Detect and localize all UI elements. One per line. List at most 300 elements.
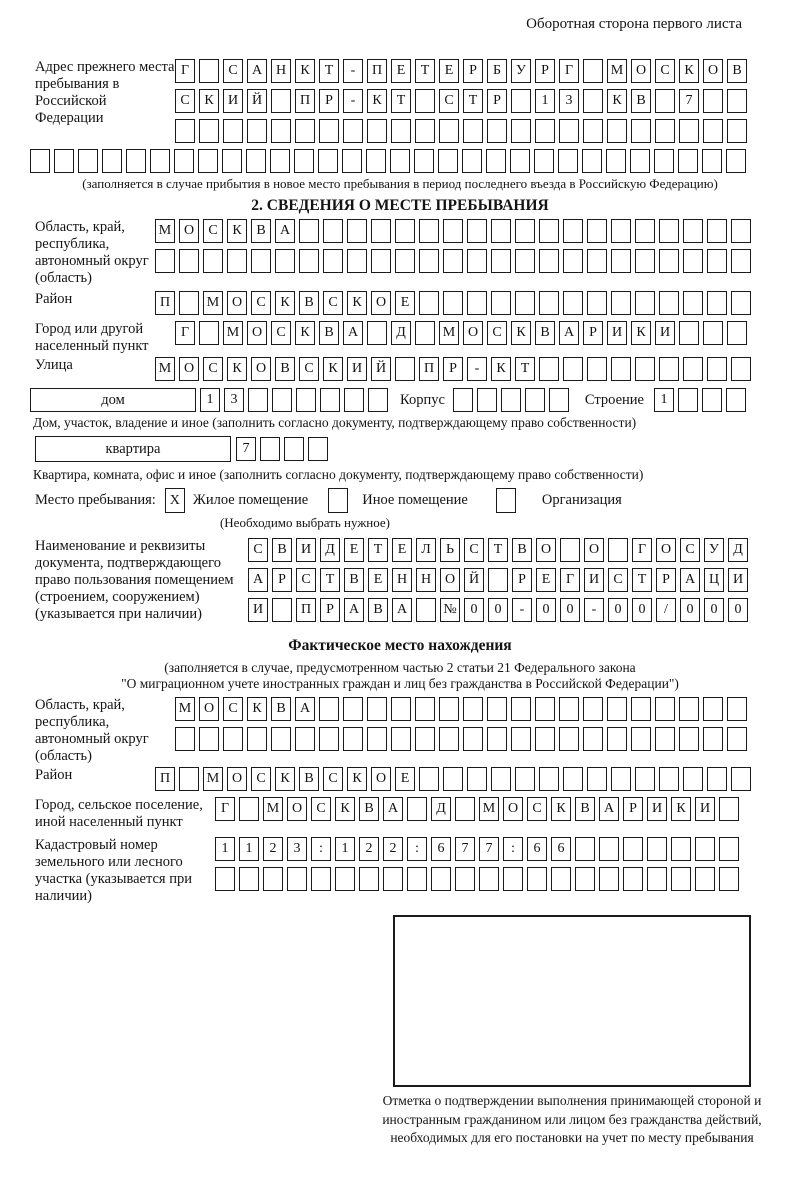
char-cell-empty[interactable] xyxy=(155,249,175,273)
char-cell-empty[interactable] xyxy=(416,598,436,622)
char-cell-filled[interactable]: 2 xyxy=(263,837,283,861)
char-cell-filled[interactable]: С xyxy=(223,59,243,83)
char-cell-filled[interactable]: 6 xyxy=(431,837,451,861)
char-cell-filled[interactable]: У xyxy=(704,538,724,562)
char-cell-filled[interactable]: Р xyxy=(443,357,463,381)
char-cell-filled[interactable]: Н xyxy=(271,59,291,83)
char-cell-empty[interactable] xyxy=(539,767,559,791)
char-cell-empty[interactable] xyxy=(563,767,583,791)
char-cell-filled[interactable]: О xyxy=(536,538,556,562)
char-cell-empty[interactable] xyxy=(443,249,463,273)
char-cell-filled[interactable]: М xyxy=(155,357,175,381)
char-cell-empty[interactable] xyxy=(563,357,583,381)
char-cell-empty[interactable] xyxy=(260,437,280,461)
char-cell-filled[interactable]: В xyxy=(299,767,319,791)
char-cell-empty[interactable] xyxy=(559,697,579,721)
char-cell-empty[interactable] xyxy=(607,697,627,721)
char-cell-filled[interactable]: К xyxy=(511,321,531,345)
char-cell-filled[interactable]: Й xyxy=(247,89,267,113)
char-cell-filled[interactable]: 7 xyxy=(455,837,475,861)
char-cell-filled[interactable]: 7 xyxy=(236,437,256,461)
char-cell-filled[interactable]: К xyxy=(367,89,387,113)
char-cell-empty[interactable] xyxy=(323,219,343,243)
char-cell-empty[interactable] xyxy=(414,149,434,173)
char-cell-filled[interactable]: В xyxy=(512,538,532,562)
char-cell-empty[interactable] xyxy=(199,119,219,143)
char-cell-filled[interactable]: В xyxy=(368,598,388,622)
char-cell-filled[interactable]: У xyxy=(511,59,531,83)
char-cell-filled[interactable]: Е xyxy=(395,767,415,791)
char-cell-empty[interactable] xyxy=(511,727,531,751)
char-cell-filled[interactable]: Б xyxy=(487,59,507,83)
char-cell-empty[interactable] xyxy=(683,249,703,273)
char-cell-filled[interactable]: Е xyxy=(344,538,364,562)
char-cell-empty[interactable] xyxy=(707,291,727,315)
char-cell-empty[interactable] xyxy=(270,149,290,173)
char-cell-empty[interactable] xyxy=(431,867,451,891)
char-cell-empty[interactable] xyxy=(707,357,727,381)
char-cell-empty[interactable] xyxy=(659,249,679,273)
char-cell-filled[interactable]: 3 xyxy=(224,388,244,412)
char-cell-empty[interactable] xyxy=(415,697,435,721)
char-cell-empty[interactable] xyxy=(683,357,703,381)
char-cell-filled[interactable]: П xyxy=(296,598,316,622)
char-cell-filled[interactable]: М xyxy=(607,59,627,83)
char-cell-filled[interactable]: А xyxy=(295,697,315,721)
char-cell-empty[interactable] xyxy=(248,388,268,412)
char-cell-empty[interactable] xyxy=(199,727,219,751)
char-cell-empty[interactable] xyxy=(683,767,703,791)
char-cell-empty[interactable] xyxy=(179,767,199,791)
char-cell-filled[interactable]: : xyxy=(503,837,523,861)
char-cell-filled[interactable]: К xyxy=(347,291,367,315)
char-cell-filled[interactable]: О xyxy=(371,767,391,791)
char-cell-filled[interactable]: М xyxy=(263,797,283,821)
char-cell-filled[interactable]: К xyxy=(275,767,295,791)
char-cell-filled[interactable]: А xyxy=(247,59,267,83)
char-cell-filled[interactable]: В xyxy=(727,59,747,83)
char-cell-empty[interactable] xyxy=(319,697,339,721)
char-cell-empty[interactable] xyxy=(284,437,304,461)
char-cell-filled[interactable]: 0 xyxy=(464,598,484,622)
char-cell-filled[interactable]: К xyxy=(551,797,571,821)
char-cell-empty[interactable] xyxy=(319,727,339,751)
char-cell-filled[interactable]: О xyxy=(251,357,271,381)
char-cell-filled[interactable]: 0 xyxy=(704,598,724,622)
char-cell-filled[interactable]: А xyxy=(599,797,619,821)
char-cell-empty[interactable] xyxy=(199,321,219,345)
char-cell-filled[interactable]: С xyxy=(248,538,268,562)
char-cell-empty[interactable] xyxy=(54,149,74,173)
char-cell-empty[interactable] xyxy=(515,219,535,243)
char-cell-empty[interactable] xyxy=(731,249,751,273)
char-cell-filled[interactable]: Ь xyxy=(440,538,460,562)
char-cell-empty[interactable] xyxy=(525,388,545,412)
char-cell-filled[interactable]: В xyxy=(272,538,292,562)
char-cell-empty[interactable] xyxy=(515,291,535,315)
char-cell-filled[interactable]: О xyxy=(247,321,267,345)
char-cell-filled[interactable]: С xyxy=(271,321,291,345)
char-cell-filled[interactable]: Д xyxy=(320,538,340,562)
char-cell-filled[interactable]: А xyxy=(343,321,363,345)
char-cell-empty[interactable] xyxy=(563,219,583,243)
char-cell-empty[interactable] xyxy=(683,291,703,315)
char-cell-filled[interactable]: 1 xyxy=(335,837,355,861)
char-cell-filled[interactable]: И xyxy=(347,357,367,381)
char-cell-empty[interactable] xyxy=(487,119,507,143)
char-cell-empty[interactable] xyxy=(727,697,747,721)
char-cell-empty[interactable] xyxy=(583,89,603,113)
char-cell-empty[interactable] xyxy=(659,219,679,243)
char-cell-filled[interactable]: И xyxy=(296,538,316,562)
char-cell-empty[interactable] xyxy=(227,249,247,273)
char-cell-empty[interactable] xyxy=(366,149,386,173)
char-cell-empty[interactable] xyxy=(535,727,555,751)
char-cell-empty[interactable] xyxy=(587,291,607,315)
char-cell-empty[interactable] xyxy=(175,727,195,751)
char-cell-empty[interactable] xyxy=(198,149,218,173)
char-cell-empty[interactable] xyxy=(443,291,463,315)
char-cell-filled[interactable]: П xyxy=(155,767,175,791)
char-cell-empty[interactable] xyxy=(539,219,559,243)
char-cell-filled[interactable]: В xyxy=(359,797,379,821)
char-cell-filled[interactable]: Д xyxy=(728,538,748,562)
char-cell-empty[interactable] xyxy=(296,388,316,412)
char-cell-empty[interactable] xyxy=(679,697,699,721)
char-cell-filled[interactable]: С xyxy=(251,767,271,791)
char-cell-empty[interactable] xyxy=(439,727,459,751)
char-cell-empty[interactable] xyxy=(534,149,554,173)
char-cell-empty[interactable] xyxy=(78,149,98,173)
char-cell-empty[interactable] xyxy=(707,767,727,791)
char-cell-empty[interactable] xyxy=(611,291,631,315)
char-cell-empty[interactable] xyxy=(318,149,338,173)
char-cell-empty[interactable] xyxy=(175,119,195,143)
char-cell-empty[interactable] xyxy=(719,837,739,861)
char-cell-filled[interactable]: Е xyxy=(392,538,412,562)
char-cell-filled[interactable]: 7 xyxy=(479,837,499,861)
char-cell-filled[interactable]: М xyxy=(439,321,459,345)
char-cell-empty[interactable] xyxy=(727,119,747,143)
char-cell-empty[interactable] xyxy=(371,219,391,243)
char-cell-empty[interactable] xyxy=(488,568,508,592)
char-cell-filled[interactable]: К xyxy=(199,89,219,113)
char-cell-empty[interactable] xyxy=(150,149,170,173)
char-cell-empty[interactable] xyxy=(630,149,650,173)
char-cell-empty[interactable] xyxy=(335,867,355,891)
char-cell-filled[interactable]: Е xyxy=(391,59,411,83)
char-cell-empty[interactable] xyxy=(395,219,415,243)
char-cell-empty[interactable] xyxy=(702,149,722,173)
char-cell-empty[interactable] xyxy=(467,291,487,315)
char-cell-empty[interactable] xyxy=(727,321,747,345)
char-cell-filled[interactable]: Р xyxy=(656,568,676,592)
char-cell-empty[interactable] xyxy=(299,219,319,243)
char-cell-filled[interactable]: О xyxy=(703,59,723,83)
char-cell-empty[interactable] xyxy=(707,219,727,243)
char-cell-empty[interactable] xyxy=(179,291,199,315)
char-cell-empty[interactable] xyxy=(419,219,439,243)
char-cell-empty[interactable] xyxy=(223,727,243,751)
char-cell-empty[interactable] xyxy=(583,119,603,143)
char-cell-empty[interactable] xyxy=(563,249,583,273)
char-cell-filled[interactable]: О xyxy=(287,797,307,821)
char-cell-empty[interactable] xyxy=(295,119,315,143)
char-cell-filled[interactable]: К xyxy=(679,59,699,83)
char-cell-filled[interactable]: С xyxy=(175,89,195,113)
char-cell-filled[interactable]: О xyxy=(227,767,247,791)
char-cell-empty[interactable] xyxy=(575,837,595,861)
char-cell-empty[interactable] xyxy=(271,89,291,113)
char-cell-filled[interactable]: Г xyxy=(559,59,579,83)
char-cell-empty[interactable] xyxy=(455,867,475,891)
char-cell-filled[interactable]: 1 xyxy=(654,388,674,412)
char-cell-empty[interactable] xyxy=(703,89,723,113)
char-cell-filled[interactable]: Г xyxy=(215,797,235,821)
char-cell-empty[interactable] xyxy=(635,357,655,381)
char-cell-empty[interactable] xyxy=(631,697,651,721)
char-cell-empty[interactable] xyxy=(511,89,531,113)
char-cell-empty[interactable] xyxy=(535,119,555,143)
char-cell-filled[interactable]: 3 xyxy=(559,89,579,113)
char-cell-filled[interactable]: С xyxy=(680,538,700,562)
char-cell-empty[interactable] xyxy=(486,149,506,173)
checkbox-residential[interactable]: X xyxy=(165,488,185,513)
char-cell-filled[interactable]: И xyxy=(584,568,604,592)
char-cell-filled[interactable]: М xyxy=(203,291,223,315)
char-cell-filled[interactable]: Т xyxy=(368,538,388,562)
char-cell-empty[interactable] xyxy=(463,697,483,721)
char-cell-empty[interactable] xyxy=(631,119,651,143)
char-cell-filled[interactable]: К xyxy=(607,89,627,113)
char-cell-empty[interactable] xyxy=(703,321,723,345)
char-cell-empty[interactable] xyxy=(587,249,607,273)
char-cell-filled[interactable]: К xyxy=(335,797,355,821)
char-cell-empty[interactable] xyxy=(463,119,483,143)
char-cell-filled[interactable]: О xyxy=(584,538,604,562)
char-cell-filled[interactable]: С xyxy=(487,321,507,345)
char-cell-empty[interactable] xyxy=(179,249,199,273)
char-cell-empty[interactable] xyxy=(287,867,307,891)
char-cell-filled[interactable]: М xyxy=(175,697,195,721)
char-cell-empty[interactable] xyxy=(275,249,295,273)
char-cell-filled[interactable]: Л xyxy=(416,538,436,562)
char-cell-filled[interactable]: К xyxy=(247,697,267,721)
char-cell-empty[interactable] xyxy=(611,357,631,381)
char-cell-filled[interactable]: Р xyxy=(487,89,507,113)
char-cell-empty[interactable] xyxy=(654,149,674,173)
char-cell-filled[interactable]: С xyxy=(203,357,223,381)
char-cell-filled[interactable]: А xyxy=(275,219,295,243)
char-cell-filled[interactable]: Д xyxy=(391,321,411,345)
char-cell-empty[interactable] xyxy=(391,697,411,721)
char-cell-filled[interactable]: М xyxy=(479,797,499,821)
char-cell-empty[interactable] xyxy=(731,357,751,381)
char-cell-filled[interactable]: В xyxy=(275,357,295,381)
char-cell-filled[interactable]: А xyxy=(392,598,412,622)
char-cell-empty[interactable] xyxy=(611,249,631,273)
char-cell-filled[interactable]: К xyxy=(295,321,315,345)
char-cell-empty[interactable] xyxy=(359,867,379,891)
char-cell-empty[interactable] xyxy=(323,249,343,273)
char-cell-filled[interactable]: М xyxy=(223,321,243,345)
char-cell-filled[interactable]: К xyxy=(631,321,651,345)
char-cell-empty[interactable] xyxy=(726,149,746,173)
char-cell-filled[interactable]: 1 xyxy=(200,388,220,412)
char-cell-empty[interactable] xyxy=(203,249,223,273)
char-cell-filled[interactable]: Г xyxy=(560,568,580,592)
char-cell-empty[interactable] xyxy=(623,837,643,861)
char-cell-filled[interactable]: О xyxy=(631,59,651,83)
char-cell-empty[interactable] xyxy=(515,767,535,791)
char-cell-empty[interactable] xyxy=(439,697,459,721)
char-cell-filled[interactable]: К xyxy=(347,767,367,791)
char-cell-filled[interactable]: Е xyxy=(395,291,415,315)
char-cell-empty[interactable] xyxy=(695,837,715,861)
char-cell-empty[interactable] xyxy=(655,727,675,751)
char-cell-filled[interactable]: К xyxy=(227,219,247,243)
char-cell-empty[interactable] xyxy=(671,837,691,861)
char-cell-filled[interactable]: С xyxy=(251,291,271,315)
char-cell-filled[interactable]: О xyxy=(179,357,199,381)
char-cell-filled[interactable]: 3 xyxy=(287,837,307,861)
char-cell-empty[interactable] xyxy=(367,727,387,751)
char-cell-filled[interactable]: / xyxy=(656,598,676,622)
char-cell-filled[interactable]: С xyxy=(296,568,316,592)
house-type-box[interactable] xyxy=(30,388,196,412)
char-cell-filled[interactable]: - xyxy=(512,598,532,622)
char-cell-empty[interactable] xyxy=(527,867,547,891)
char-cell-empty[interactable] xyxy=(407,867,427,891)
char-cell-filled[interactable]: 2 xyxy=(359,837,379,861)
char-cell-empty[interactable] xyxy=(611,767,631,791)
char-cell-filled[interactable]: С xyxy=(323,767,343,791)
char-cell-empty[interactable] xyxy=(247,119,267,143)
char-cell-empty[interactable] xyxy=(415,89,435,113)
char-cell-filled[interactable]: С xyxy=(439,89,459,113)
char-cell-empty[interactable] xyxy=(535,697,555,721)
char-cell-filled[interactable]: С xyxy=(311,797,331,821)
char-cell-filled[interactable]: М xyxy=(203,767,223,791)
char-cell-empty[interactable] xyxy=(246,149,266,173)
char-cell-empty[interactable] xyxy=(391,119,411,143)
char-cell-filled[interactable]: Т xyxy=(515,357,535,381)
char-cell-empty[interactable] xyxy=(239,797,259,821)
char-cell-filled[interactable]: А xyxy=(559,321,579,345)
char-cell-filled[interactable]: № xyxy=(440,598,460,622)
char-cell-empty[interactable] xyxy=(655,89,675,113)
char-cell-filled[interactable]: - xyxy=(343,89,363,113)
char-cell-filled[interactable]: О xyxy=(440,568,460,592)
char-cell-filled[interactable]: 6 xyxy=(551,837,571,861)
char-cell-filled[interactable]: А xyxy=(383,797,403,821)
char-cell-empty[interactable] xyxy=(503,867,523,891)
char-cell-empty[interactable] xyxy=(347,249,367,273)
char-cell-empty[interactable] xyxy=(199,59,219,83)
char-cell-empty[interactable] xyxy=(551,867,571,891)
char-cell-empty[interactable] xyxy=(635,249,655,273)
char-cell-empty[interactable] xyxy=(415,727,435,751)
char-cell-filled[interactable]: Г xyxy=(175,321,195,345)
char-cell-empty[interactable] xyxy=(695,867,715,891)
apartment-type-box[interactable] xyxy=(35,436,231,462)
char-cell-empty[interactable] xyxy=(635,767,655,791)
char-cell-empty[interactable] xyxy=(438,149,458,173)
char-cell-filled[interactable]: В xyxy=(251,219,271,243)
char-cell-filled[interactable]: С xyxy=(323,291,343,315)
char-cell-empty[interactable] xyxy=(679,727,699,751)
char-cell-empty[interactable] xyxy=(491,767,511,791)
char-cell-empty[interactable] xyxy=(443,219,463,243)
char-cell-empty[interactable] xyxy=(575,867,595,891)
char-cell-filled[interactable]: А xyxy=(680,568,700,592)
char-cell-empty[interactable] xyxy=(659,291,679,315)
char-cell-filled[interactable]: Т xyxy=(319,59,339,83)
char-cell-empty[interactable] xyxy=(560,538,580,562)
char-cell-empty[interactable] xyxy=(731,767,751,791)
char-cell-empty[interactable] xyxy=(583,59,603,83)
char-cell-empty[interactable] xyxy=(587,767,607,791)
char-cell-empty[interactable] xyxy=(343,697,363,721)
char-cell-empty[interactable] xyxy=(707,249,727,273)
char-cell-filled[interactable]: Г xyxy=(175,59,195,83)
char-cell-filled[interactable]: В xyxy=(299,291,319,315)
char-cell-empty[interactable] xyxy=(558,149,578,173)
checkbox-other-premises[interactable] xyxy=(328,488,348,513)
char-cell-filled[interactable]: В xyxy=(319,321,339,345)
char-cell-empty[interactable] xyxy=(215,867,235,891)
char-cell-filled[interactable]: И xyxy=(248,598,268,622)
char-cell-empty[interactable] xyxy=(582,149,602,173)
char-cell-empty[interactable] xyxy=(419,249,439,273)
char-cell-empty[interactable] xyxy=(239,867,259,891)
char-cell-filled[interactable]: 1 xyxy=(215,837,235,861)
char-cell-filled[interactable]: 2 xyxy=(383,837,403,861)
char-cell-filled[interactable]: С xyxy=(608,568,628,592)
char-cell-empty[interactable] xyxy=(343,727,363,751)
char-cell-filled[interactable]: П xyxy=(295,89,315,113)
char-cell-filled[interactable]: Р xyxy=(583,321,603,345)
char-cell-empty[interactable] xyxy=(272,388,292,412)
char-cell-empty[interactable] xyxy=(407,797,427,821)
char-cell-empty[interactable] xyxy=(419,291,439,315)
char-cell-filled[interactable]: В xyxy=(271,697,291,721)
char-cell-empty[interactable] xyxy=(222,149,242,173)
char-cell-empty[interactable] xyxy=(631,727,651,751)
char-cell-empty[interactable] xyxy=(467,249,487,273)
char-cell-empty[interactable] xyxy=(515,249,535,273)
char-cell-empty[interactable] xyxy=(678,388,698,412)
char-cell-empty[interactable] xyxy=(511,697,531,721)
char-cell-empty[interactable] xyxy=(299,249,319,273)
char-cell-filled[interactable]: 0 xyxy=(536,598,556,622)
char-cell-filled[interactable]: О xyxy=(179,219,199,243)
char-cell-empty[interactable] xyxy=(607,119,627,143)
char-cell-empty[interactable] xyxy=(703,697,723,721)
char-cell-filled[interactable]: Т xyxy=(488,538,508,562)
char-cell-empty[interactable] xyxy=(368,388,388,412)
char-cell-filled[interactable]: Н xyxy=(392,568,412,592)
char-cell-empty[interactable] xyxy=(563,291,583,315)
char-cell-empty[interactable] xyxy=(703,119,723,143)
char-cell-empty[interactable] xyxy=(272,598,292,622)
char-cell-empty[interactable] xyxy=(343,119,363,143)
char-cell-empty[interactable] xyxy=(726,388,746,412)
char-cell-empty[interactable] xyxy=(727,727,747,751)
char-cell-filled[interactable]: 7 xyxy=(679,89,699,113)
char-cell-filled[interactable]: Е xyxy=(439,59,459,83)
char-cell-filled[interactable]: С xyxy=(464,538,484,562)
